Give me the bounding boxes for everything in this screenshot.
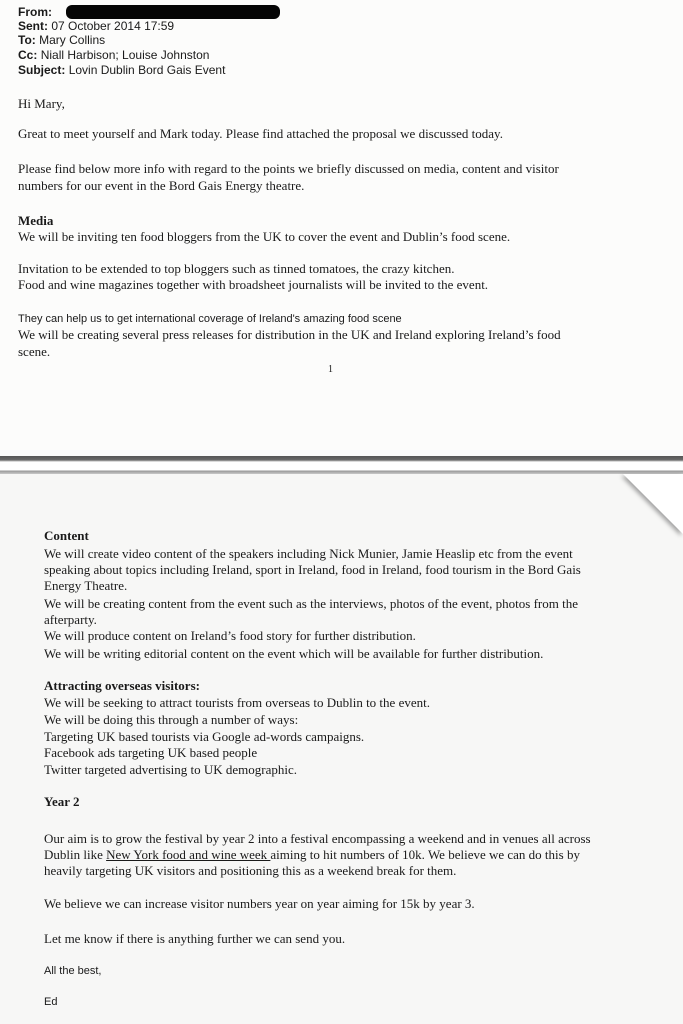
redaction-bar xyxy=(66,5,280,19)
visitors-line: Targeting UK based tourists via Google ad-words campaigns. xyxy=(44,729,365,744)
subject-value: Lovin Dublin Bord Gais Event xyxy=(68,63,226,77)
visitors-line: We will be doing this through a number of ways: xyxy=(44,712,299,727)
signature: Ed xyxy=(44,996,58,1008)
info-paragraph-line: numbers for our event in the Bord Gais Energy theatre. xyxy=(18,178,305,193)
email-page-2 xyxy=(0,474,683,1024)
content-heading: Content xyxy=(44,528,89,543)
sent-value: 07 October 2014 17:59 xyxy=(51,19,175,33)
year2-line: heavily targeting UK visitors and positioning this as a weekend break for them. xyxy=(44,863,457,878)
info-paragraph-line: Please find below more info with regard to the points we briefly discussed on media, content and visitor xyxy=(18,161,559,176)
to-label: To: xyxy=(18,33,36,47)
year2-line: Our aim is to grow the festival by year 2 into a festival encompassing a weekend and in venues all across xyxy=(44,831,591,846)
sent-label: Sent: xyxy=(18,19,48,33)
year3-line: We believe we can increase visitor numbers year on year aiming for 15k by year 3. xyxy=(44,896,475,911)
year2-line xyxy=(44,847,580,863)
year2-text: aiming to hit numbers of 10k. We believe we can do this by xyxy=(270,847,580,862)
content-line: Energy Theatre. xyxy=(44,578,128,593)
greeting: Hi Mary, xyxy=(18,96,65,111)
media-heading: Media xyxy=(18,213,54,228)
media-line: Food and wine magazines together with broadsheet journalists will be invited to the event. xyxy=(18,277,489,292)
visitors-line: Facebook ads targeting UK based people xyxy=(44,745,258,760)
visitors-heading: Attracting overseas visitors: xyxy=(44,678,200,693)
content-line: afterparty. xyxy=(44,612,97,627)
media-line: We will be creating several press releases for distribution in the UK and Ireland exploring Ireland’s food xyxy=(18,327,561,342)
content-line: We will produce content on Ireland’s food story for further distribution. xyxy=(44,628,416,643)
cc-value: Niall Harbison; Louise Johnston xyxy=(40,48,210,62)
year2-heading: Year 2 xyxy=(44,794,80,809)
media-line: scene. xyxy=(18,344,51,359)
sign-off: All the best, xyxy=(44,965,102,977)
sent-row xyxy=(18,19,174,33)
visitors-line: We will be seeking to attract tourists from overseas to Dublin to the event. xyxy=(44,695,430,710)
content-line: We will be writing editorial content on the event which will be available for further distribution. xyxy=(44,646,544,661)
subject-row xyxy=(18,63,225,77)
content-line: We will be creating content from the event such as the interviews, photos of the event, photos from the xyxy=(44,596,578,611)
media-line: They can help us to get international coverage of Ireland's amazing food scene xyxy=(18,313,402,325)
year2-text: Dublin like xyxy=(44,847,107,862)
cc-label: Cc: xyxy=(18,48,38,62)
to-row xyxy=(18,33,105,47)
page-divider xyxy=(0,456,683,474)
content-line: We will create video content of the speakers including Nick Munier, Jamie Heaslip etc from the event xyxy=(44,546,573,561)
to-value: Mary Collins xyxy=(39,33,106,47)
from-label: From: xyxy=(18,5,52,19)
new-york-food-wine-link: New York food and wine week xyxy=(106,847,271,862)
subject-label: Subject: xyxy=(18,63,66,77)
media-line: Invitation to be extended to top bloggers such as tinned tomatoes, the crazy kitchen. xyxy=(18,261,455,276)
email-page-1 xyxy=(0,0,683,458)
content-line: speaking about topics including Ireland, sport in Ireland, food in Ireland, food tourism in the Bord Gais xyxy=(44,562,581,577)
page-corner-fold xyxy=(623,474,683,534)
cc-row xyxy=(18,48,209,62)
closing-line: Let me know if there is anything further we can send you. xyxy=(44,931,346,946)
page-number: 1 xyxy=(328,364,333,375)
media-line: We will be inviting ten food bloggers from the UK to cover the event and Dublin’s food scene. xyxy=(18,229,511,244)
visitors-line: Twitter targeted advertising to UK demographic. xyxy=(44,762,297,777)
intro-paragraph: Great to meet yourself and Mark today. Please find attached the proposal we discussed today. xyxy=(18,126,503,141)
